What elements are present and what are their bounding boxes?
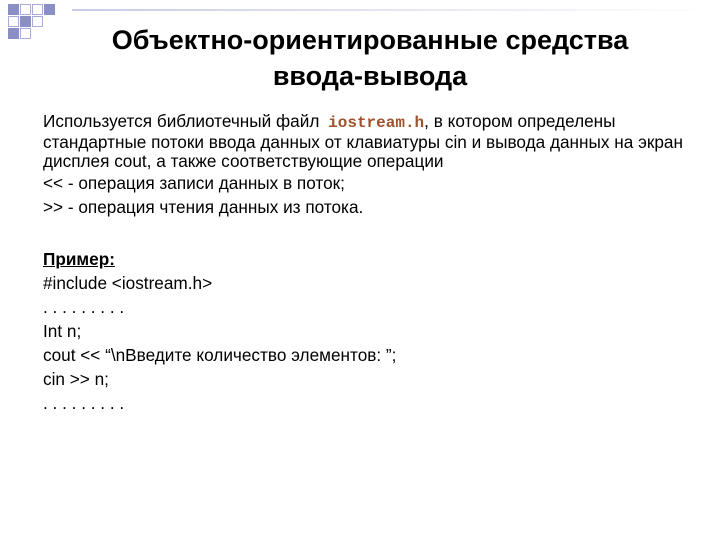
title-line-2: ввода-вывода [272,61,468,91]
square-decoration [20,4,31,15]
square-decoration [20,16,31,27]
operation-line: << - операция записи данных в поток; [43,173,345,193]
code-line: cin >> n; [43,369,109,389]
spacer [43,219,693,247]
operation-line: >> - операция чтения данных из потока. [43,197,364,217]
intro-text-after: , в котором определены стандартные потоки ввода данных от клавиатуры cin и вывода данных на экран дисплея cout, а также соответствующие операции [43,111,683,171]
square-decoration [8,28,19,39]
slide-title [40,22,700,94]
title-line-1: Объектно-ориентированные средства [111,25,629,55]
code-line: . . . . . . . . . [43,297,125,317]
example-label: Пример: [43,249,115,269]
title-rule [72,9,712,11]
slide-body [43,112,693,415]
intro-text-before: Используется библиотечный файл [43,111,320,131]
square-decoration [32,4,43,15]
code-line: Int n; [43,321,82,341]
code-line: cout << “\nВведите количество элементов: ”; [43,345,397,365]
square-decoration [44,4,55,15]
square-decoration [20,28,31,39]
square-decoration [8,16,19,27]
square-decoration [8,4,19,15]
filename-code: iostream.h [328,114,425,132]
intro-paragraph [43,112,693,171]
code-line: . . . . . . . . . [43,393,125,413]
code-line: #include <iostream.h> [43,273,213,293]
